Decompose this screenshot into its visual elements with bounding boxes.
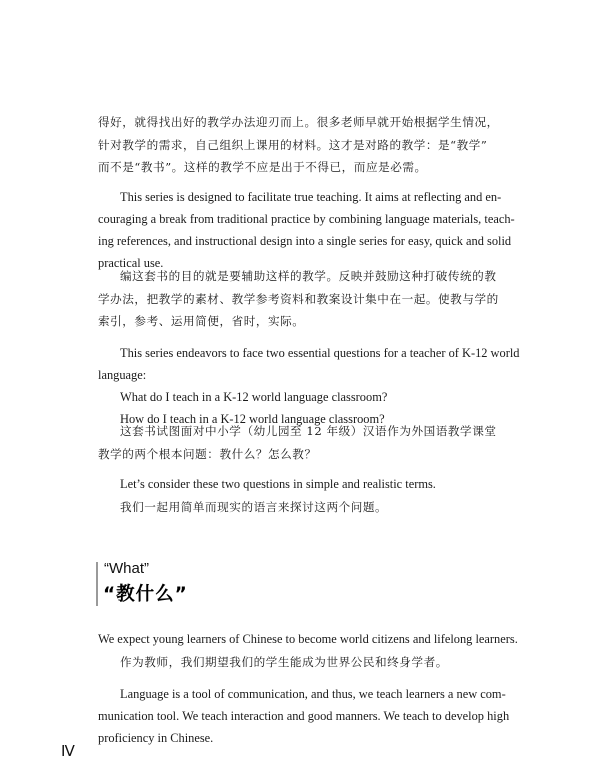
paragraph-zh-4 [98, 496, 508, 519]
paragraph-zh-5 [98, 651, 508, 674]
text-line: 作为教师，我们期望我们的学生能成为世界公民和终身学者。 [120, 655, 448, 669]
text-line: Language is a tool of communication, and thus, we teach learners a new com- [120, 687, 506, 701]
paragraph-en-5 [98, 683, 508, 749]
paragraph-zh-2 [98, 265, 508, 333]
text-line: proficiency in Chinese. [98, 731, 214, 745]
text-line: 我们一起用简单而现实的语言来探讨这两个问题。 [120, 500, 388, 514]
text-line: We expect young learners of Chinese to become world citizens and lifelong learners. [98, 632, 518, 646]
paragraph-en-3 [98, 473, 508, 495]
text-line: 这套书试图面对中小学（幼儿园至 12 年级）汉语作为外国语教学课堂 [120, 424, 497, 438]
section-title-zh: “教什么” [103, 584, 188, 605]
paragraph-zh-3 [98, 420, 508, 465]
paragraph-en-4 [98, 628, 518, 650]
question-line: How do I teach in a K-12 world language classroom? [120, 412, 385, 426]
section-title-en: “What” [104, 560, 149, 577]
text-line: practical use. [98, 256, 164, 270]
text-line: 针对教学的需求，自己组织上课用的材料。这才是对路的教学：是“教学” [98, 137, 488, 152]
text-line: 编这套书的目的就是要辅助这样的教学。反映并鼓励这种打破传统的教 [120, 269, 497, 283]
text-line: language: [98, 368, 147, 382]
text-line: munication tool. We teach interaction and good manners. We teach to develop high [98, 709, 510, 723]
text-line: 而不是“教书”。这样的教学不应是出于不得已，而应是必需。 [98, 160, 427, 174]
text-line: This series is designed to facilitate true teaching. It aims at reflecting and en- [120, 190, 502, 204]
text-line: 索引，参考、运用简便，省时，实际。 [98, 314, 305, 328]
paragraph-zh-1 [98, 111, 508, 179]
text-line: 得好，就得找出好的教学办法迎刃而上。很多老师早就开始根据学生情况， [98, 115, 499, 129]
text-line: This series endeavors to face two essential questions for a teacher of K-12 world [120, 346, 520, 360]
text-line: Let’s consider these two questions in simple and realistic terms. [120, 477, 436, 491]
text-line: couraging a break from traditional practice by combining language materials, teach- [98, 212, 515, 226]
text-line: 学办法，把教学的素材、教学参考资料和教案设计集中在一起。使教与学的 [98, 291, 499, 306]
text-line: ing references, and instructional design into a single series for easy, quick and solid [98, 234, 512, 248]
paragraph-en-2 [98, 342, 520, 430]
section-marker-bar [96, 562, 98, 606]
question-line: What do I teach in a K-12 world language classroom? [120, 390, 388, 404]
page-number: Ⅳ [61, 744, 75, 760]
text-line: 教学的两个根本问题：教什么？怎么教？ [98, 446, 317, 461]
paragraph-en-1 [98, 186, 515, 274]
